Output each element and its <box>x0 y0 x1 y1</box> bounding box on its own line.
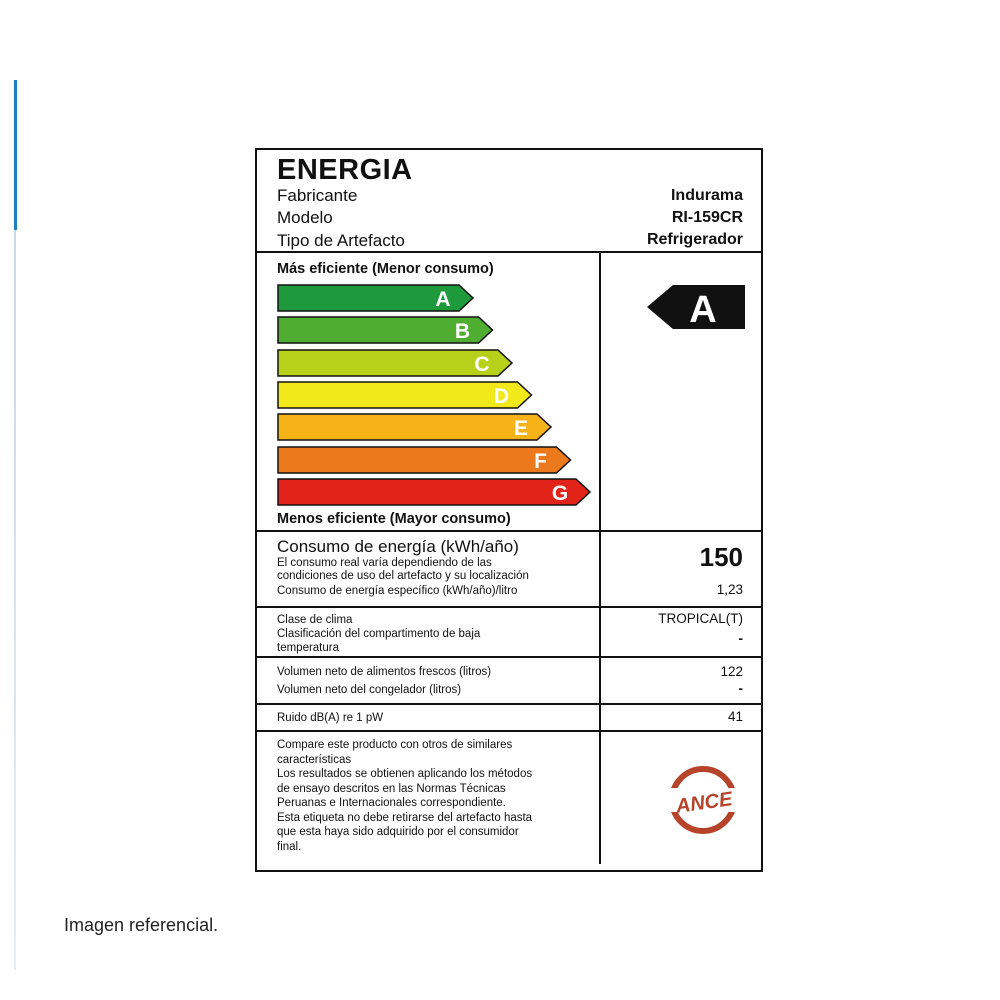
consumption-note-1: El consumo real varía dependiendo de las <box>277 557 492 569</box>
specific-consumption-value: 1,23 <box>716 582 743 597</box>
energy-label <box>255 148 763 872</box>
low-temp-label-1: Clasificación del compartimento de baja <box>277 628 481 640</box>
efficiency-letter-c: C <box>474 352 490 376</box>
model-label: Modelo <box>277 208 333 227</box>
noise-label: Ruido dB(A) re 1 pW <box>277 712 384 724</box>
svg-text:ANCE: ANCE <box>674 788 734 818</box>
efficiency-letter-b: B <box>454 320 471 344</box>
efficiency-bar-c <box>277 349 514 374</box>
image-caption: Imagen referencial. <box>64 915 219 935</box>
rating-arrow <box>647 285 745 334</box>
left-edge-scrollbar <box>14 230 16 970</box>
footer-line: Los resultados se obtienen aplicando los métodos <box>277 768 533 780</box>
consumption-note-2: condiciones de uso del artefacto y su localización <box>277 570 529 582</box>
efficiency-letter-g: G <box>551 481 569 505</box>
low-temp-label-2: temperatura <box>277 642 340 654</box>
footer-line: Compare este producto con otros de similares <box>277 739 513 751</box>
specific-consumption-label: Consumo de energía específico (kWh/año)/litro <box>277 585 518 597</box>
noise-divider <box>257 730 761 732</box>
type-label: Tipo de Artefacto <box>277 231 405 250</box>
type-value: Refrigerador <box>646 231 743 248</box>
scale-top-caption: Más eficiente (Menor consumo) <box>277 261 494 277</box>
label-title: ENERGIA <box>277 154 413 186</box>
footer-line: final. <box>277 840 302 853</box>
footer-line: que esta haya sido adquirido por el consumidor <box>277 826 519 838</box>
ance-logo <box>667 762 743 843</box>
manufacturer-value: Indurama <box>670 187 743 204</box>
efficiency-bar-a <box>277 284 475 309</box>
freezer-volume-value: - <box>738 681 743 696</box>
climate-divider <box>257 656 761 658</box>
model-value: RI-159CR <box>671 209 743 226</box>
efficiency-bar-e <box>277 413 553 441</box>
scale-divider <box>257 530 761 532</box>
footer-line: Esta etiqueta no debe retirarse del artefacto hasta <box>277 811 533 824</box>
header-divider <box>257 251 761 253</box>
footer-line: Peruanas e Internacionales correspondiente. <box>277 797 506 809</box>
efficiency-letter-a: A <box>435 288 451 311</box>
left-edge-accent <box>14 80 17 230</box>
noise-value: 41 <box>727 709 743 724</box>
footer-line: características <box>277 753 352 766</box>
climate-class-label: Clase de clima <box>277 614 353 626</box>
fresh-volume-value: 122 <box>720 664 743 679</box>
scale-bottom-caption: Menos eficiente (Mayor consumo) <box>277 511 511 527</box>
efficiency-bar-f <box>277 446 573 471</box>
consumption-divider <box>257 606 761 608</box>
consumption-label: Consumo de energía (kWh/año) <box>277 537 519 556</box>
footer-line: de ensayo descritos en las Normas Técnicas <box>277 782 506 795</box>
consumption-value: 150 <box>699 542 743 572</box>
climate-class-value: TROPICAL(T) <box>658 611 743 626</box>
efficiency-letter-d: D <box>493 384 510 408</box>
column-divider <box>599 251 601 864</box>
manufacturer-label: Fabricante <box>277 186 358 205</box>
efficiency-bar-b <box>277 316 495 344</box>
efficiency-letter-e: E <box>513 417 529 441</box>
efficiency-bar-g <box>277 478 592 503</box>
freezer-volume-label: Volumen neto del congelador (litros) <box>277 684 462 696</box>
efficiency-letter-f: F <box>534 449 547 473</box>
volume-divider <box>257 703 761 705</box>
efficiency-bar-d <box>277 381 534 406</box>
low-temp-value: - <box>738 631 743 646</box>
rating-letter: A <box>689 289 717 329</box>
fresh-volume-label: Volumen neto de alimentos frescos (litros) <box>277 666 492 678</box>
